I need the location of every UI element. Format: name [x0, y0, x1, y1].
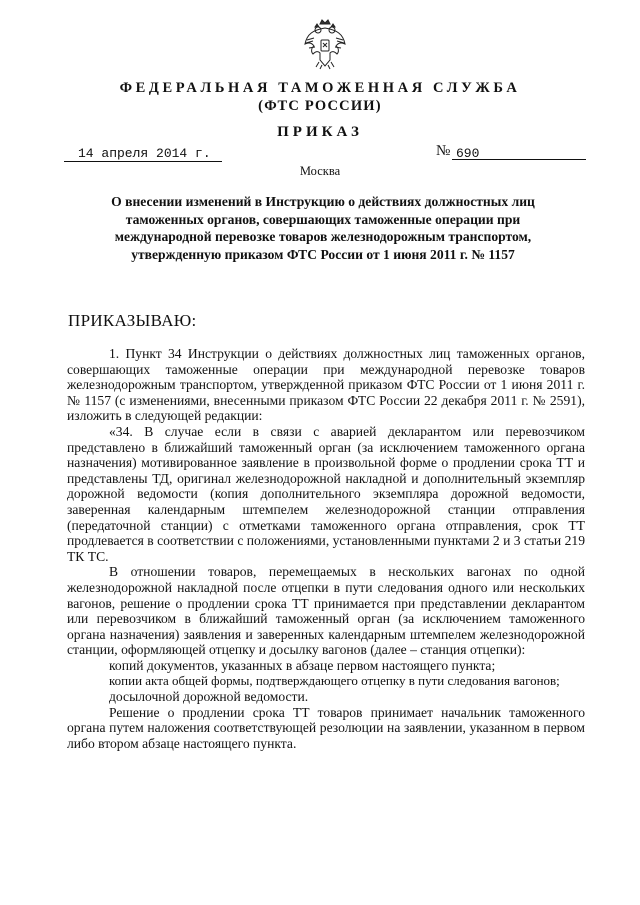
paragraph: Решение о продлении срока ТТ товаров принимает начальник таможенного органа путем наложения соответствующей резолюции на заявлении, указанном в первом либо втором абзаце настоящего пункта.: [67, 704, 585, 751]
paragraph: досылочной дорожной ведомости.: [109, 689, 309, 705]
number-sign: №: [436, 143, 451, 159]
city: Москва: [299, 164, 341, 178]
paragraph: 1. Пункт 34 Инструкции о действиях должностных лиц таможенных органов, совершающих таможенные операции при международной перевозке товаров железнодорожным транспортом, утвержденной приказом ФТС России от 1 июня 2011 г. № 1157 (с изменениями, внесенными приказом ФТС России 22 декабря 2011 г. № 2591), изложить в следующей редакции:: [67, 346, 585, 424]
paragraph: копии акта общей формы, подтверждающего отцепку в пути следования вагонов;: [109, 673, 560, 689]
order-date: 14 апреля 2014 г.: [78, 146, 211, 161]
agency-name: ФЕДЕРАЛЬНАЯ ТАМОЖЕННАЯ СЛУЖБА: [119, 80, 521, 96]
paragraph: «34. В случае если в связи с аварией декларантом или перевозчиком представлено в ближайший таможенный орган (за исключением таможенного органа назначения) мотивированное заявление в произвольной форме о продлении срока ТТ и представлены ТД, оригинал железнодорожной накладной и дополнительный экземпляр дорожной ведомости (копия дополнительного экземпляра дорожной ведомости, заверенная календарным штемпелем железнодорожной станции отправления (передаточной станции) с отметками таможенного органа отправления, срок ТТ продлевается в соответствии с положениями, установленными пунктами 2 и 3 статьи 219 ТК ТС.: [67, 423, 585, 564]
paragraph: копий документов, указанных в абзаце первом настоящего пункта;: [109, 657, 496, 673]
number-underline: [452, 159, 586, 160]
document-body: [67, 346, 585, 751]
paragraph: В отношении товаров, перемещаемых в нескольких вагонах по одной железнодорожной накладной после отцепки в пути следования одного или нескольких вагонов, решение о продлении срока ТТ принимается при представлении декларантом или перевозчиком в ближайший таможенный орган (за исключением таможенного органа назначения) заявления и заверенных календарным штемпелем железнодорожной станции, оформляющей отцепку и досылку вагонов (далее – станция отцепки):: [67, 564, 585, 658]
document-type: ПРИКАЗ: [277, 124, 363, 140]
document-title: О внесении изменений в Инструкцию о действиях должностных лиц таможенных органов, совершающих таможенные операции при международной перевозке товаров железнодорожным транспортом, утвержденную приказом ФТС России от 1 июня 2011 г. № 1157: [111, 194, 535, 262]
date-underline: [64, 161, 222, 162]
agency-abbreviation: (ФТС РОССИИ): [258, 98, 382, 114]
coat-of-arms-icon: [303, 18, 347, 70]
order-number: 690: [456, 146, 480, 161]
decree-heading: ПРИКАЗЫВАЮ:: [68, 311, 197, 330]
